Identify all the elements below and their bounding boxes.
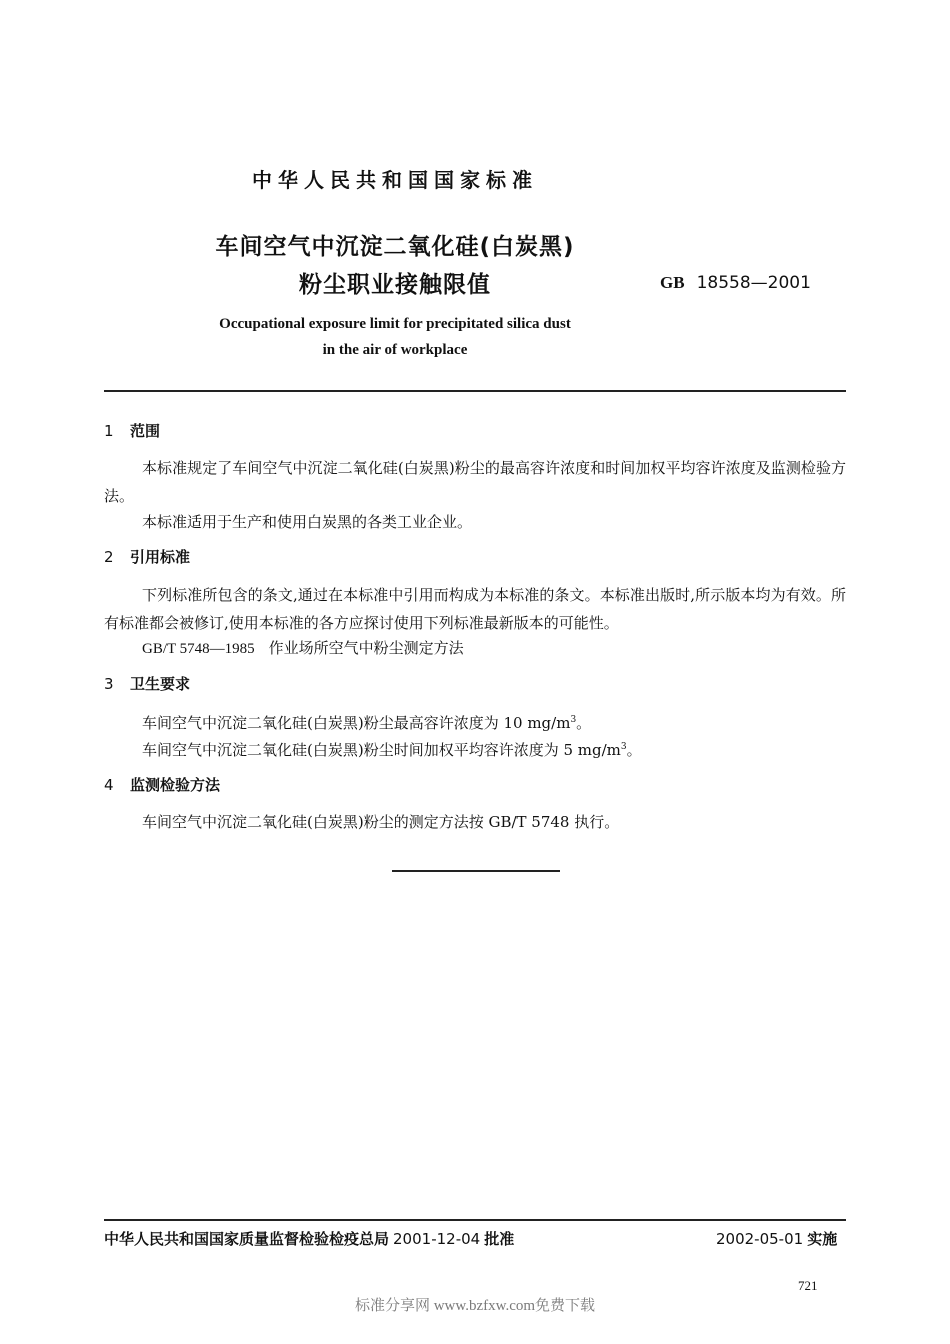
section-heading-methods	[104, 774, 220, 795]
issue-label: 批准	[484, 1230, 515, 1248]
reference-code: GB/T 5748—1985	[142, 641, 255, 657]
document-title-line2: 粉尘职业接触限值	[299, 272, 491, 298]
unit-superscript: 3	[620, 742, 627, 752]
issue-date: 2001-12-04	[393, 1230, 481, 1248]
section-title: 引用标准	[130, 548, 191, 566]
section-title: 范围	[130, 422, 161, 440]
footer-divider	[104, 1219, 846, 1221]
reference-title: 作业场所空气中粉尘测定方法	[268, 639, 464, 657]
english-title-line2: in the air of workplace	[322, 342, 468, 358]
header-divider	[104, 390, 846, 392]
paragraph: 车间空气中沉淀二氧化硅(白炭黑)粉尘的测定方法按 GB/T 5748 执行。	[142, 813, 620, 831]
paragraph: 下列标准所包含的条文,通过在本标准中引用而构成为本标准的条文。本标准出版时,所示版本均为有效。所有标准都会被修订,使用本标准的各方应探讨使用下列标准最新版本的可能性。	[104, 586, 846, 632]
issuer-name: 中华人民共和国国家质量监督检验检疫总局	[104, 1230, 390, 1248]
section-number: 4	[104, 776, 114, 794]
page-number: 721	[798, 1278, 818, 1293]
section-heading-hygiene	[104, 673, 190, 694]
standard-code-prefix: GB	[660, 273, 685, 292]
section-number: 3	[104, 675, 114, 693]
sentence-end: 。	[626, 741, 642, 759]
download-watermark: 标准分享网 www.bzfxw.com免费下载	[354, 1298, 596, 1314]
standard-code-number: 18558—2001	[696, 273, 811, 293]
implementation-line	[716, 1228, 837, 1249]
paragraph-text: 车间空气中沉淀二氧化硅(白炭黑)粉尘最高容许浓度为 10 mg/m	[142, 714, 571, 732]
section-number: 2	[104, 548, 114, 566]
implement-date: 2002-05-01	[716, 1230, 804, 1248]
implement-label: 实施	[807, 1230, 838, 1248]
english-title-line1: Occupational exposure limit for precipitated silica dust	[219, 316, 571, 332]
unit-superscript: 3	[570, 715, 577, 725]
document-title-line1: 车间空气中沉淀二氧化硅(白炭黑)	[215, 234, 575, 260]
paragraph-text: 车间空气中沉淀二氧化硅(白炭黑)粉尘时间加权平均容许浓度为 5 mg/m	[142, 741, 621, 759]
end-of-text-rule	[392, 870, 560, 872]
paragraph-twa-concentration	[142, 733, 642, 764]
section-title: 卫生要求	[130, 675, 191, 693]
reference-entry	[142, 634, 464, 663]
issuer-line	[104, 1228, 514, 1249]
section-heading-scope	[104, 420, 160, 441]
section-number: 1	[104, 422, 114, 440]
standard-code	[660, 273, 811, 293]
paragraph: 本标准规定了车间空气中沉淀二氧化硅(白炭黑)粉尘的最高容许浓度和时间加权平均容许浓度及监测检验方法。	[104, 459, 846, 505]
section-title: 监测检验方法	[130, 776, 221, 794]
sentence-end: 。	[576, 714, 592, 732]
national-standard-label: 中华人民共和国国家标准	[252, 168, 538, 192]
section-heading-references	[104, 546, 190, 567]
paragraph: 本标准适用于生产和使用白炭黑的各类工业企业。	[142, 513, 473, 531]
